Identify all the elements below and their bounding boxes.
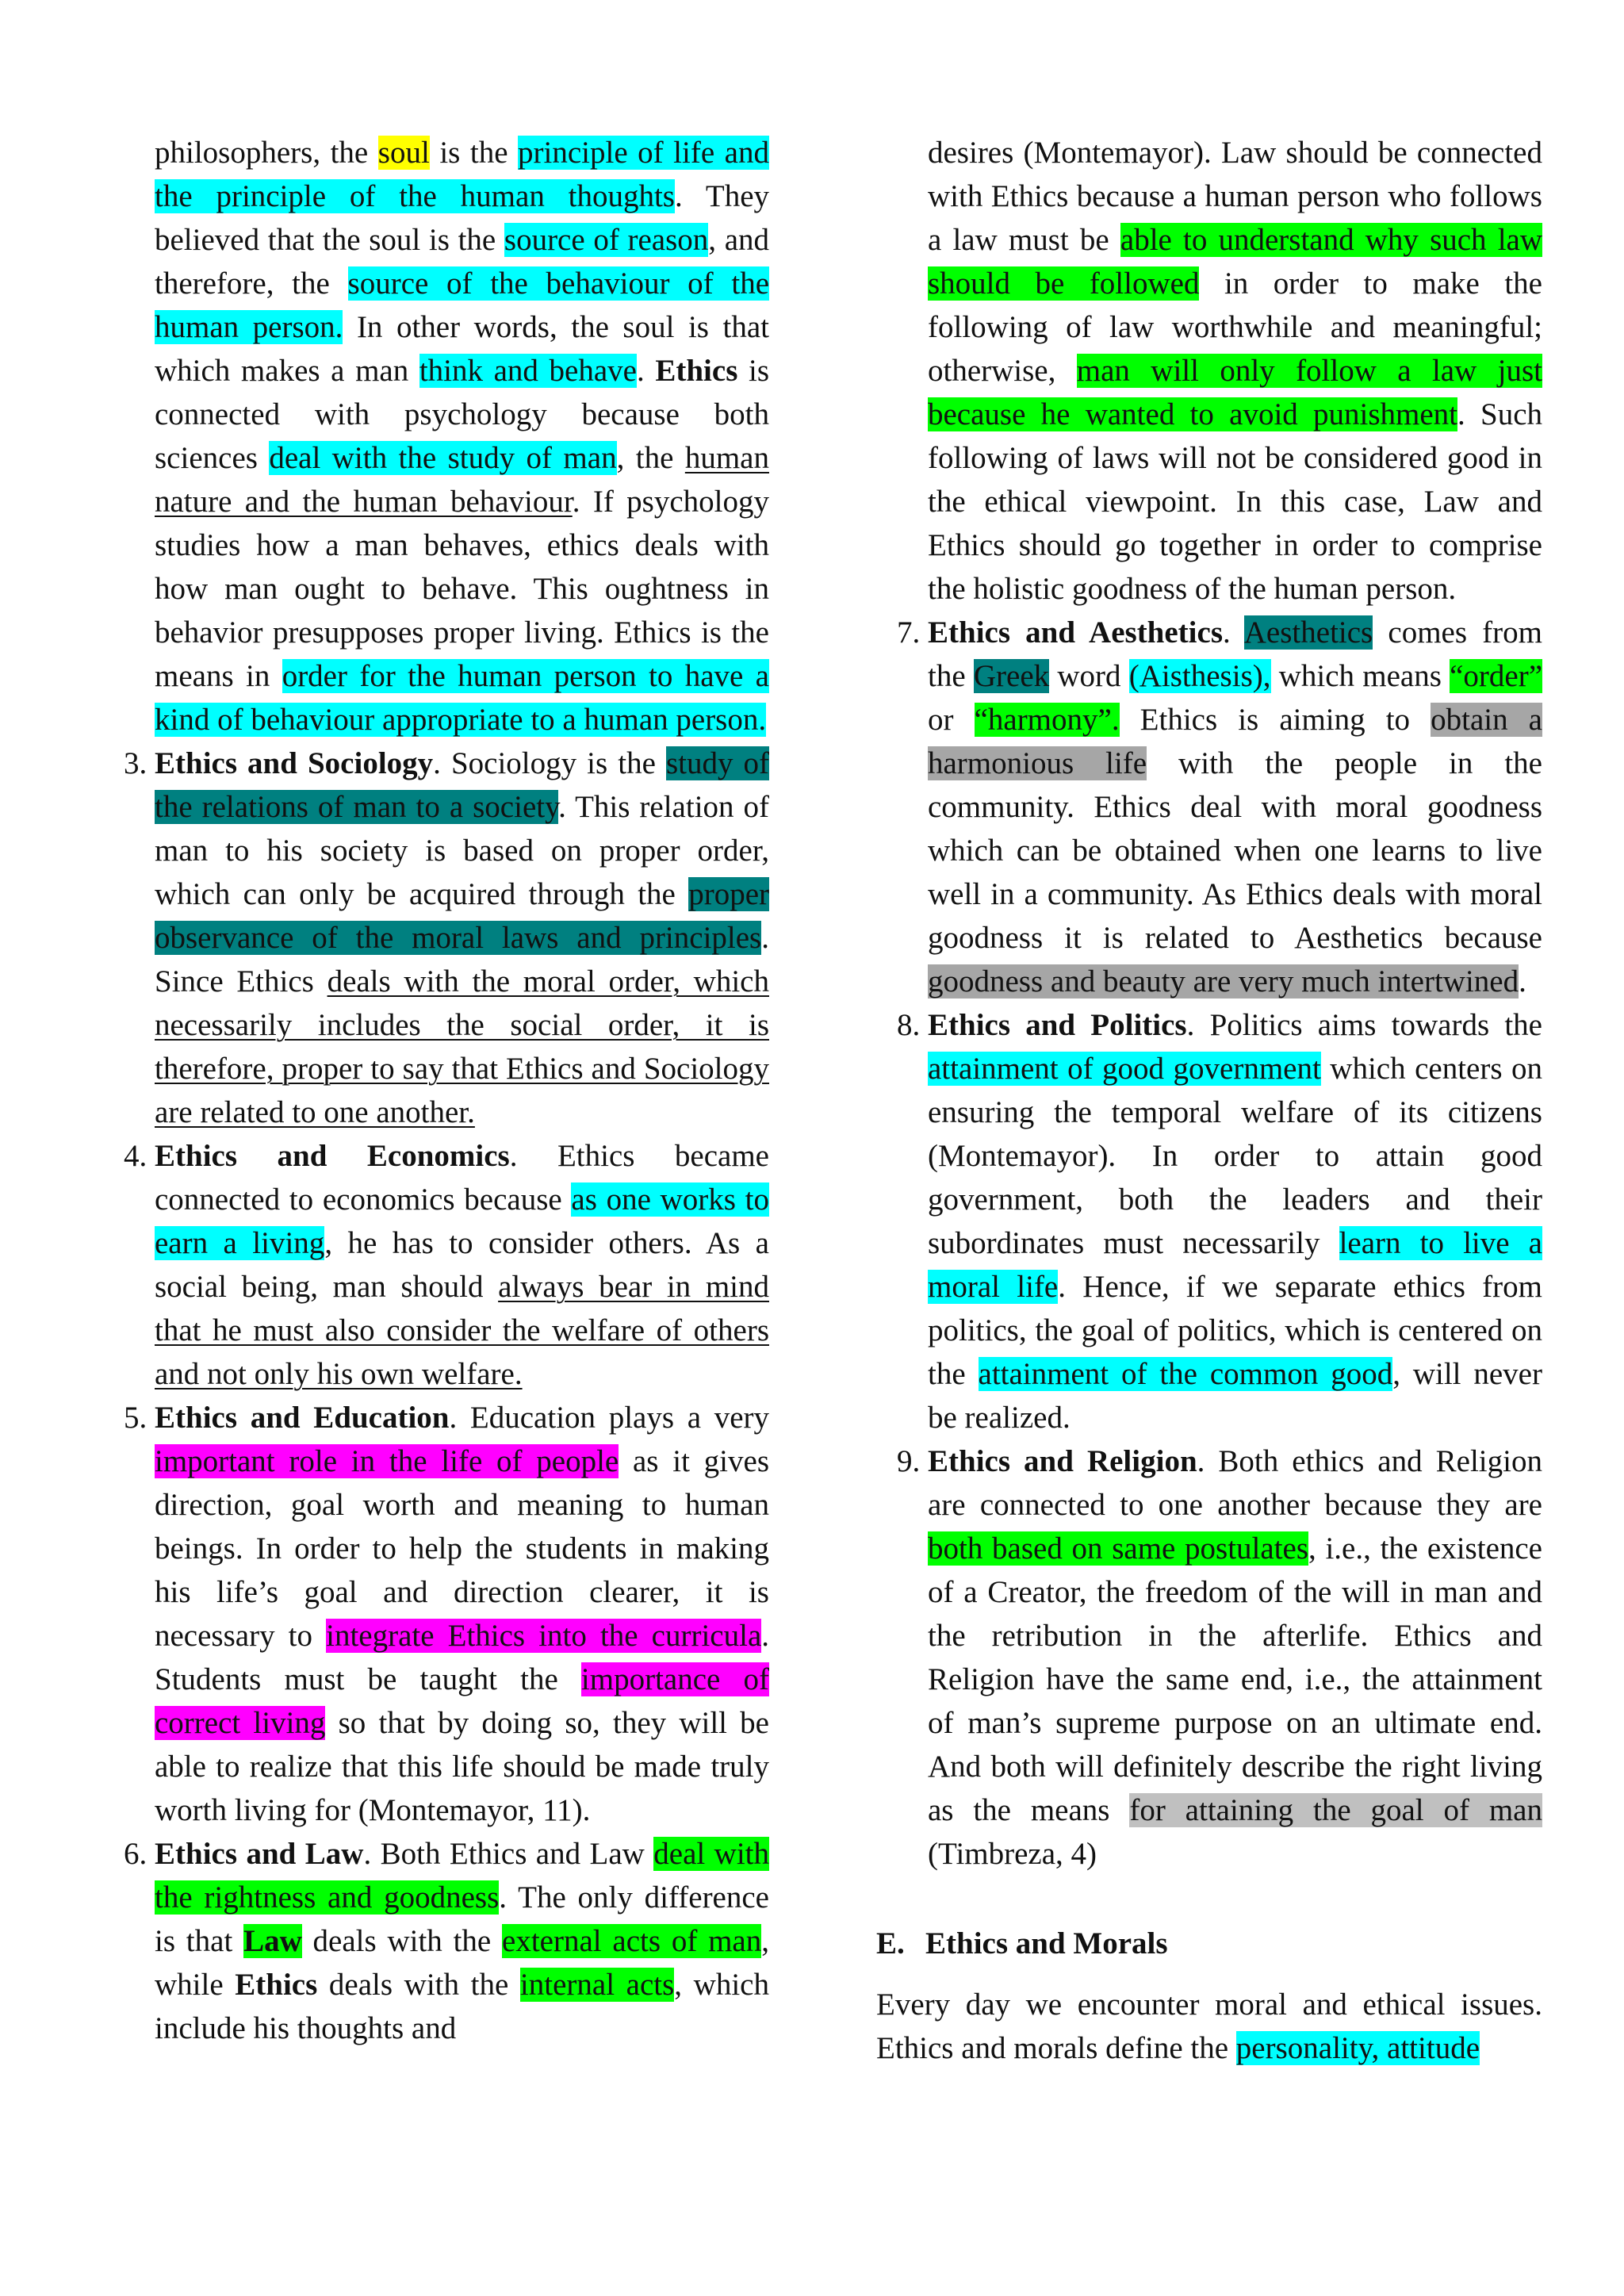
list-item-ethics-politics: 8. Ethics and Politics. Politics aims towards the attainment of good government which centers on ensuring the temporal welfare of its citizens (Montemayor). In order to attain good government, both the leaders and their subordinates must necessarily learn to live a moral life. Hence, if we separate ethics from politics, the goal of politics, which is centered on the attainment of the common good, will never be realized. xyxy=(928,1003,1542,1439)
highlight-cyan: (Aisthesis), xyxy=(1128,659,1271,693)
highlight-green: “harmony”. xyxy=(974,703,1120,737)
right-column xyxy=(876,131,1542,2070)
highlight-cyan: attainment of good government xyxy=(928,1052,1321,1086)
highlight-green: “order” xyxy=(1450,659,1542,693)
highlight-green: Law xyxy=(243,1924,302,1958)
highlight-green: both based on same postulates xyxy=(928,1531,1309,1566)
closing-paragraph: Every day we encounter moral and ethical issues. Ethics and morals define the personality, attitude xyxy=(876,1987,1542,2065)
highlight-magenta: importance of correct living xyxy=(155,1662,769,1740)
highlight-green: man will only follow a law just because he wanted to avoid punishment xyxy=(928,354,1542,431)
highlight-yellow: soul xyxy=(377,136,430,170)
highlight-green: deal with the rightness and goodness xyxy=(155,1837,770,1915)
bold-term: Ethics xyxy=(235,1968,318,2002)
highlight-cyan: principle of life and the principle of the human thoughts xyxy=(155,136,769,213)
highlight-darkgray: obtain a harmonious life xyxy=(928,703,1542,780)
bold-term: Ethics xyxy=(655,354,738,388)
list-item-ethics-religion: 9. Ethics and Religion. Both ethics and Religion are connected to one another because they are both based on same postulates, i.e., the existence of a Creator, the freedom of the will in man and the retribution in the afterlife. Ethics and Religion have the same end, i.e., the attainment of man’s supreme purpose on an ultimate end. And both will definitely describe the right living as the means for attaining the goal of man (Timbreza, 4) xyxy=(928,1439,1542,1876)
highlight-cyan: attainment of the common good xyxy=(978,1357,1393,1391)
highlight-darkgray: goodness and beauty are very much intertwined xyxy=(928,964,1519,999)
highlight-teal: Greek xyxy=(973,659,1050,693)
list-item-ethics-aesthetics: 7. Ethics and Aesthetics. Aesthetics comes from the Greek word (Aisthesis), which means “order” or “harmony”. Ethics is aiming to obtain a harmonious life with the people in the community. Ethics deal with moral goodness which can be obtained when one learns to live well in a community. As Ethics deals with moral goodness it is related to Aesthetics because goodness and beauty are very much intertwined. xyxy=(928,611,1542,1003)
highlight-cyan: order for the human person to have a kind of behaviour appropriate to a human person. xyxy=(155,659,769,737)
intro-paragraph: philosophers, the soul is the principle of life and the principle of the human thoughts. They believed that the soul is the source of reason, and therefore, the source of the behaviour of the human person. In other words, the soul is that which makes a man think and behave. Ethics is connected with psychology because both sciences deal with the study of man, the human nature and the human behaviour. If psychology studies how a man behaves, ethics deals with how man ought to behave. This oughtness in behavior presupposes proper living. Ethics is the means in order for the human person to have a kind of behaviour appropriate to a human person. xyxy=(155,136,770,737)
highlight-green: internal acts xyxy=(519,1968,675,2002)
underlined-text: human nature and the human behaviour xyxy=(155,441,769,519)
underlined-text: always bear in mind that he must also consider the welfare of others and not only his own welfare. xyxy=(155,1270,769,1391)
bold-term: Ethics and Aesthetics xyxy=(928,615,1223,650)
bold-term: Ethics and Law xyxy=(155,1837,364,1871)
bold-term: Ethics and Politics xyxy=(928,1008,1187,1042)
numbered-list-right xyxy=(876,611,1542,1876)
highlight-magenta: integrate Ethics into the curricula xyxy=(326,1619,762,1653)
highlight-cyan: personality, attitude xyxy=(1235,2031,1480,2065)
bold-term: Ethics and Sociology xyxy=(155,746,434,780)
highlight-cyan: learn to live a moral life xyxy=(928,1226,1542,1304)
highlight-cyan: deal with the study of man xyxy=(269,441,617,475)
law-item-continuation: desires (Montemayor). Law should be connected with Ethics because a human person who follows a law must be able to understand why such law should be followed in order to make the following of law worthwhile and meaningful; otherwise, man will only follow a law just because he wanted to avoid punishment. Such following of laws will not be considered good in the ethical viewpoint. In this case, Law and Ethics should go together in order to comprise the holistic goodness of the human person. xyxy=(928,136,1543,606)
list-item-ethics-law: 6. Ethics and Law. Both Ethics and Law deal with the rightness and goodness. The only difference is that Law deals with the external acts of man, while Ethics deals with the internal acts, which include his thoughts and xyxy=(155,1832,769,2050)
highlight-cyan: source of reason xyxy=(504,223,709,257)
highlight-teal: proper observance of the moral laws and principles xyxy=(155,877,769,955)
left-column xyxy=(103,131,769,2050)
list-item-ethics-sociology: 3. Ethics and Sociology. Sociology is the study of the relations of man to a society. This relation of man to his society is based on proper order, which can only be acquired through the proper observance of the moral laws and principles. Since Ethics deals with the moral order, which necessarily includes the social order, it is therefore, proper to say that Ethics and Sociology are related to one another. xyxy=(155,742,769,1134)
list-item-ethics-education: 5. Ethics and Education. Education plays a very important role in the life of people as it gives direction, goal worth and meaning to human beings. In order to help the students in making his life’s goal and direction clearer, it is necessary to integrate Ethics into the curricula. Students must be taught the importance of correct living so that by doing so, they will be able to realize that this life should be made truly worth living for (Montemayor, 11). xyxy=(155,1396,769,1832)
bold-term: Ethics and Religion xyxy=(928,1444,1197,1478)
highlight-cyan: source of the behaviour of the human person. xyxy=(155,266,770,344)
list-item-ethics-economics: 4. Ethics and Economics. Ethics became connected to economics because as one works to earn a living, he has to consider others. As a social being, man should always bear in mind that he must also consider the welfare of others and not only his own welfare. xyxy=(155,1134,769,1396)
section-letter: E. xyxy=(876,1926,905,1961)
highlight-green: external acts of man xyxy=(502,1924,762,1958)
bold-term: Ethics and Economics xyxy=(155,1139,510,1173)
bold-term: Ethics and Education xyxy=(155,1401,450,1435)
highlight-gray: for attaining the goal of man xyxy=(1129,1793,1542,1827)
highlight-teal: Aesthetics xyxy=(1243,615,1373,650)
highlight-cyan: think and behave xyxy=(419,354,637,388)
highlight-teal: study of the relations of man to a society xyxy=(155,746,769,824)
section-title: Ethics and Morals xyxy=(925,1926,1168,1961)
underlined-text: deals with the moral order, which necessarily includes the social order, it is therefore, proper to say that Ethics and Sociology are related to one another. xyxy=(155,964,769,1129)
numbered-list-left xyxy=(103,742,769,2050)
highlight-cyan: as one works to earn a living xyxy=(155,1182,769,1260)
highlight-green: able to understand why such law should be followed xyxy=(928,223,1543,301)
section-heading xyxy=(876,1922,1542,1965)
highlight-magenta: important role in the life of people xyxy=(155,1444,619,1478)
